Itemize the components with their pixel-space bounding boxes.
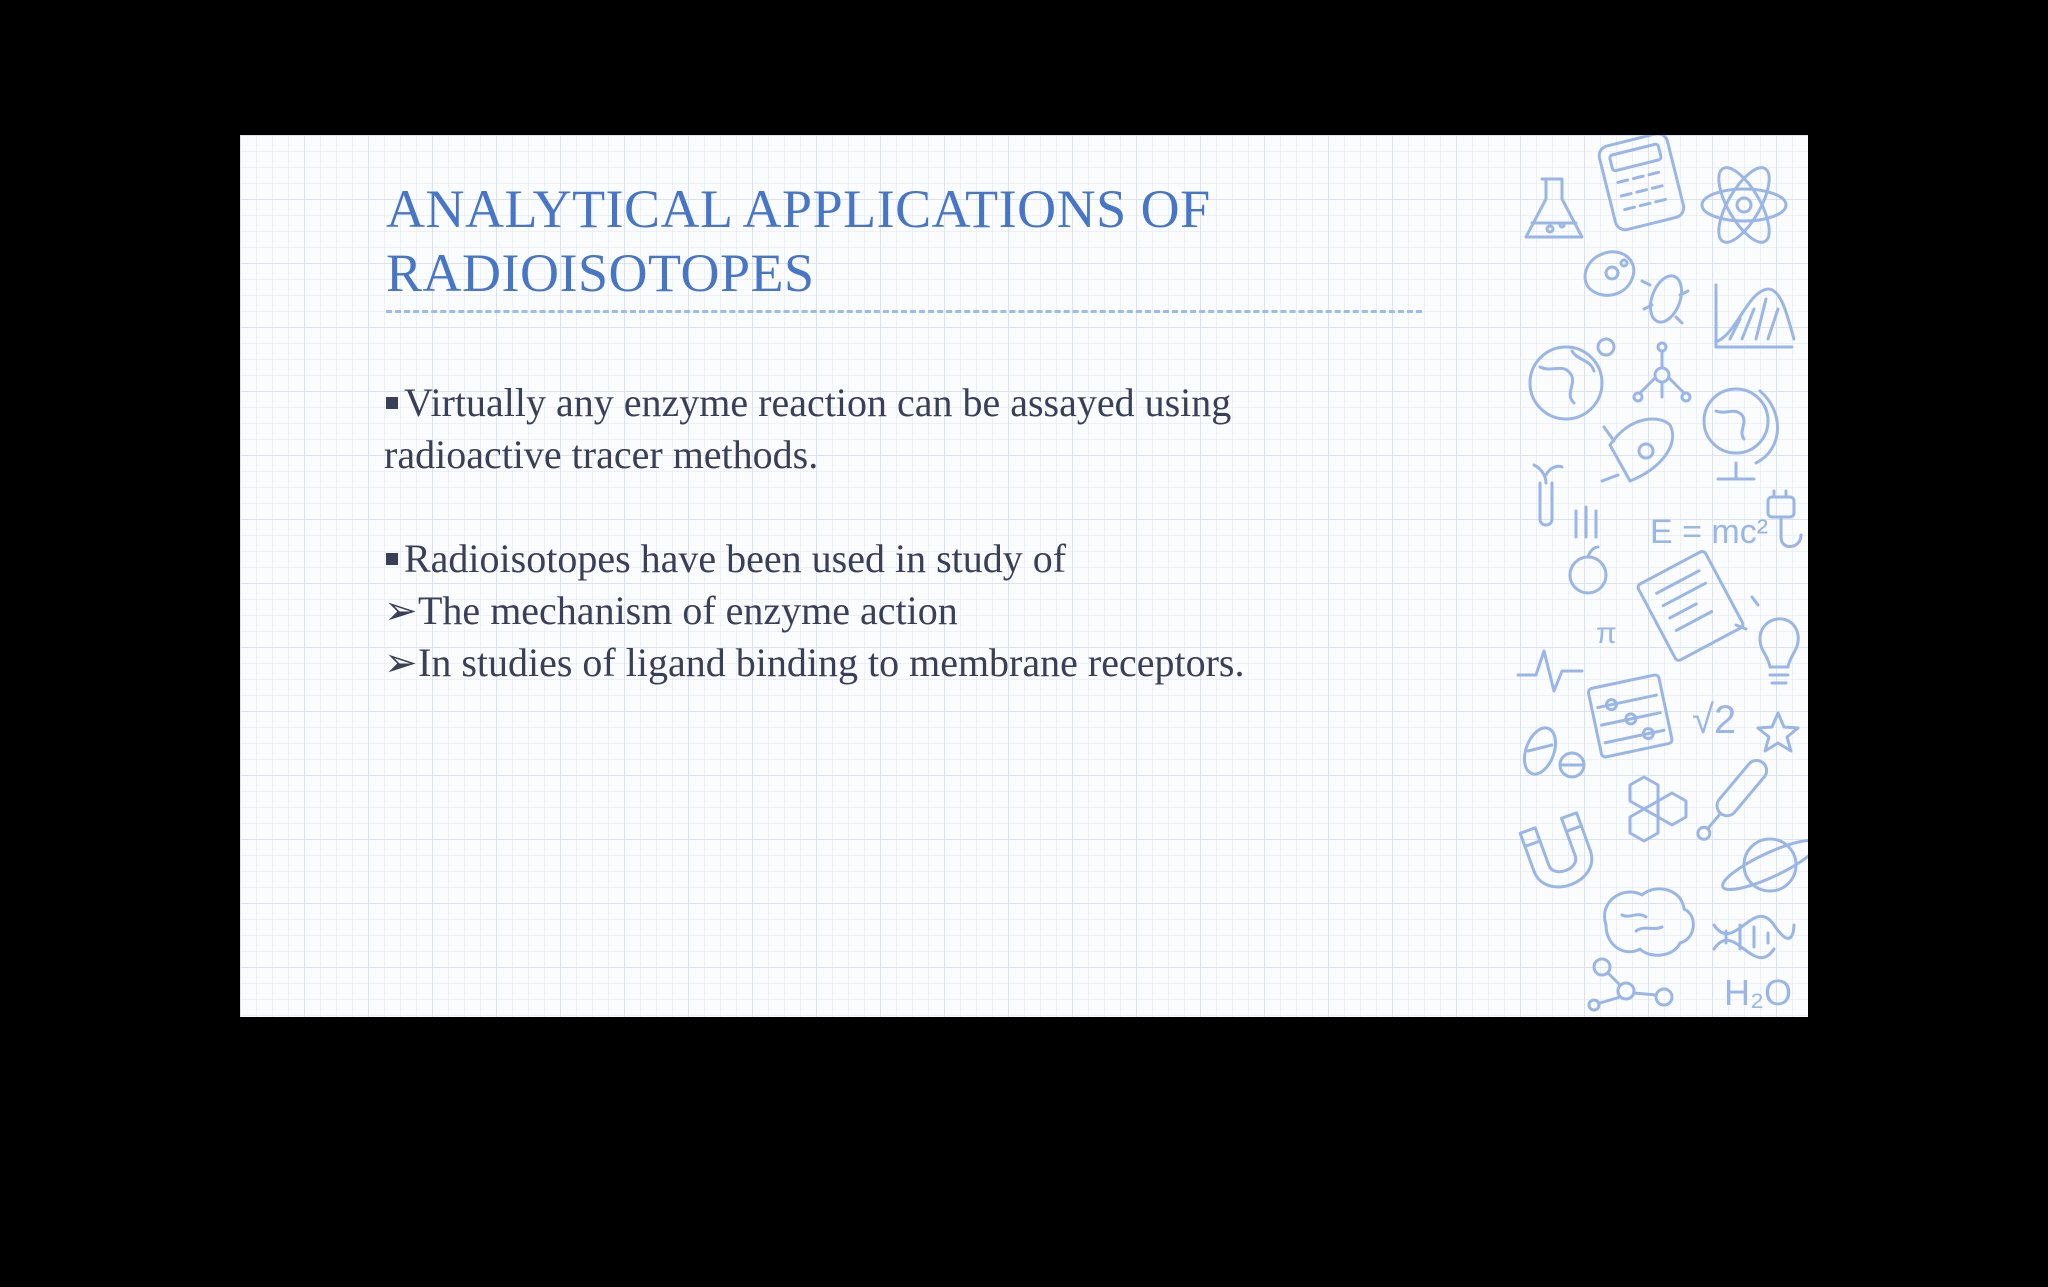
title-divider (386, 310, 1422, 313)
sub-bullet-1 (384, 585, 1464, 637)
sqrt-text: √2 (1692, 698, 1737, 742)
atom-icon (1702, 161, 1786, 250)
sub-bullet-2 (384, 637, 1464, 689)
desk-globe-icon (1704, 389, 1778, 479)
pills-icon (1519, 724, 1584, 779)
square-bullet-icon (386, 553, 398, 565)
flask-icon (1526, 179, 1582, 237)
light-bulb-icon (1736, 597, 1798, 683)
apple-icon (1570, 507, 1606, 593)
bullet-2-text: Radioisotopes have been used in study of (404, 536, 1067, 581)
rocket-icon (1602, 419, 1673, 481)
square-bullet-icon (386, 397, 398, 409)
molecule-icon (1634, 343, 1690, 401)
abacus-icon (1588, 674, 1673, 757)
science-doodle-panel (1510, 135, 1808, 1017)
arrow-bullet-icon: ➢ (384, 588, 418, 633)
magnet-icon (1520, 813, 1599, 895)
arrow-bullet-icon: ➢ (384, 640, 418, 685)
formula-text: E = mc² (1650, 513, 1769, 551)
slide-title (386, 177, 1446, 305)
planet-icon (1718, 832, 1808, 898)
bullet-2 (384, 533, 1464, 585)
heartbeat-icon (1518, 651, 1582, 691)
sub-bullet-2-text: In studies of ligand binding to membrane receptors. (418, 640, 1245, 685)
bullet-1-line-1: Virtually any enzyme reaction can be assayed using (404, 380, 1232, 425)
title-line-1: ANALYTICAL APPLICATIONS OF (386, 179, 1211, 239)
star-icon (1758, 713, 1798, 751)
test-tube-plant-icon (1534, 465, 1562, 525)
thermometer-icon (1692, 756, 1770, 844)
notebook-icon (1637, 550, 1744, 662)
slide-body (384, 377, 1464, 689)
pi-text: π (1596, 617, 1617, 650)
title-line-2: RADIOISOTOPES (386, 243, 815, 303)
water-formula-text: H₂O (1724, 972, 1792, 1013)
hexagon-molecule-icon (1630, 777, 1686, 841)
plug-icon (1768, 491, 1801, 547)
microbe-icon (1585, 252, 1688, 327)
globe-icon (1530, 339, 1614, 419)
dna-icon (1714, 916, 1794, 957)
calculator-icon (1597, 135, 1686, 232)
brain-icon (1605, 889, 1694, 955)
molecule-chain-icon (1589, 959, 1672, 1010)
sub-bullet-1-text: The mechanism of enzyme action (418, 588, 958, 633)
graph-icon (1716, 285, 1794, 347)
bullet-1-line-2: radioactive tracer methods. (384, 432, 819, 477)
bullet-1 (384, 377, 1464, 481)
slide (240, 135, 1808, 1017)
